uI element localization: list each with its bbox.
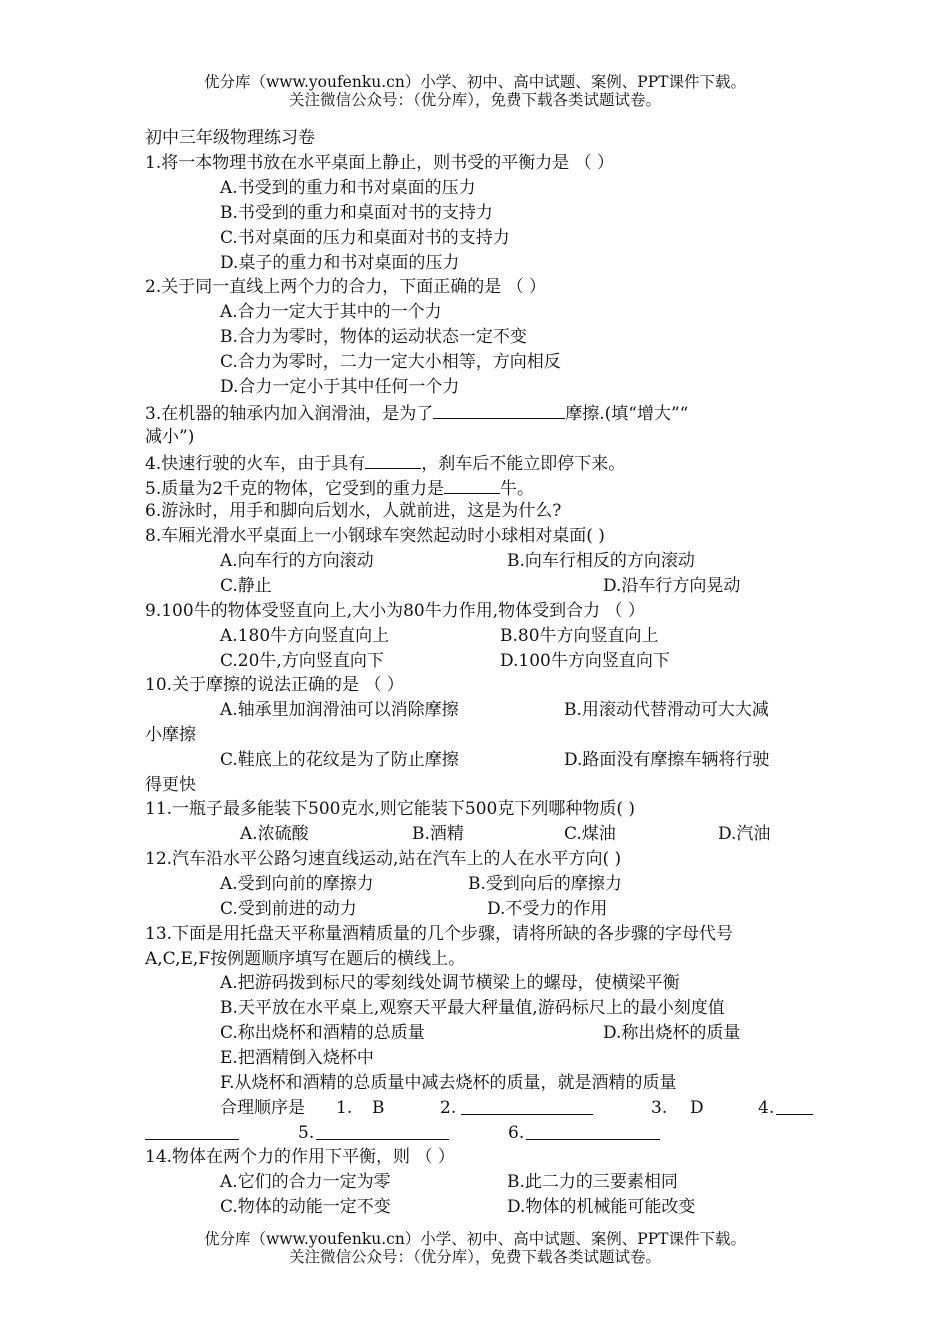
- q3-blank[interactable]: [433, 401, 565, 419]
- q13-step-c: C.称出烧杯和酒精的总质量: [220, 1023, 425, 1043]
- q12-option-b: B.受到向后的摩擦力: [468, 874, 622, 894]
- q3-line-1: [145, 401, 688, 425]
- q12-option-d: D.不受力的作用: [487, 899, 608, 919]
- q2-option-d: D.合力一定小于其中任何一个力: [220, 377, 460, 397]
- q14-stem: 14.物体在两个力的作用下平衡，则 （ ）: [145, 1147, 455, 1167]
- q13-slot-4-blank-wrap[interactable]: [145, 1122, 239, 1146]
- q2-stem: 2.关于同一直线上两个力的合力，下面正确的是 （ ）: [145, 277, 547, 297]
- q10-option-d: D.路面没有摩擦车辆将行驶: [564, 750, 770, 770]
- header-line-2: 关注微信公众号：（优分库），免费下载各类试题试卷。: [288, 91, 661, 109]
- q13-slot-2-blank[interactable]: [461, 1097, 593, 1121]
- q4-prefix: 4.快速行驶的火车，由于具有: [145, 454, 366, 474]
- q14-option-b: B.此二力的三要素相同: [507, 1172, 678, 1192]
- q13-slot-6-blank[interactable]: [526, 1122, 660, 1146]
- q8-option-c: C.静止: [220, 576, 272, 596]
- q13-slot-3-label: 3.: [651, 1098, 668, 1118]
- q11-option-c: C.煤油: [564, 824, 616, 844]
- q12-stem: 12.汽车沿水平公路匀速直线运动,站在汽车上的人在水平方向( ): [145, 849, 622, 869]
- q3-line-2: 减小”): [145, 427, 195, 447]
- q10-option-c: C.鞋底上的花纹是为了防止摩擦: [220, 750, 459, 770]
- q5-prefix: 5.质量为2千克的物体，它受到的重力是: [145, 479, 445, 499]
- q9-stem: 9.100牛的物体受竖直向上,大小为80牛力作用,物体受到合力 （ ）: [145, 601, 645, 621]
- q5-suffix: 牛。: [500, 479, 535, 499]
- q13-slot-6-label: 6.: [508, 1123, 525, 1143]
- q11-option-b: B.酒精: [412, 824, 464, 844]
- q13-slot-5-label: 5.: [298, 1123, 315, 1143]
- q13-step-d: D.称出烧杯的质量: [603, 1023, 741, 1043]
- q10-stem: 10.关于摩擦的说法正确的是 （ ）: [145, 675, 404, 695]
- q14-option-a: A.它们的合力一定为零: [220, 1172, 391, 1192]
- q13-slot-3-value: D: [690, 1098, 704, 1118]
- q14-option-c: C.物体的动能一定不变: [220, 1197, 391, 1217]
- q11-option-d: D.汽油: [718, 824, 771, 844]
- q9-option-b: B.80牛方向竖直向上: [500, 626, 659, 646]
- q8-option-a: A.向车行的方向滚动: [220, 551, 374, 571]
- q10-option-a: A.轴承里加润滑油可以消除摩擦: [220, 700, 459, 720]
- q1-option-d: D.桌子的重力和书对桌面的压力: [220, 253, 460, 273]
- q14-option-d: D.物体的机械能可能改变: [507, 1197, 696, 1217]
- q5-line: [145, 476, 534, 500]
- q1-stem: 1.将一本物理书放在水平桌面上静止，则书受的平衡力是 （ ）: [145, 153, 615, 173]
- q13-step-b: B.天平放在水平桌上,观察天平最大秤量值,游码标尺上的最小刻度值: [220, 998, 725, 1018]
- q13-slot-2-label: 2.: [440, 1098, 457, 1118]
- q13-stem-2: A,C,E,F按例题顺序填写在题后的横线上。: [145, 949, 466, 969]
- q2-option-c: C.合力为零时，二力一定大小相等，方向相反: [220, 352, 561, 372]
- q10-option-b: B.用滚动代替滑动可大大减: [564, 700, 769, 720]
- q13-slot-4-label: 4.: [758, 1098, 775, 1118]
- q13-slot-1-label: 1.: [336, 1098, 353, 1118]
- q13-stem: 13.下面是用托盘天平称量酒精质量的几个步骤，请将所缺的各步骤的字母代号: [145, 924, 734, 944]
- q4-blank[interactable]: [365, 451, 421, 469]
- q1-option-a: A.书受到的重力和书对桌面的压力: [220, 178, 476, 198]
- q1-option-b: B.书受到的重力和桌面对书的支持力: [220, 203, 493, 223]
- q11-stem: 11.一瓶子最多能装下500克水,则它能装下500克下列哪种物质( ): [145, 799, 636, 819]
- q13-slot-5-blank[interactable]: [316, 1122, 449, 1146]
- q2-option-a: A.合力一定大于其中的一个力: [220, 302, 442, 322]
- q13-slot-4-blank[interactable]: [776, 1097, 813, 1121]
- q10-option-b-wrap: 小摩擦: [145, 725, 196, 745]
- q4-line: [145, 451, 625, 475]
- page-title: 初中三年级物理练习卷: [145, 128, 315, 148]
- q9-option-c: C.20牛,方向竖直向下: [220, 651, 384, 671]
- q3-suffix: 摩擦.(填“增大”“: [565, 404, 689, 424]
- q10-option-d-wrap: 得更快: [145, 775, 196, 795]
- q9-option-a: A.180牛方向竖直向上: [220, 626, 390, 646]
- q12-option-a: A.受到向前的摩擦力: [220, 874, 374, 894]
- q8-option-b: B.向车行相反的方向滚动: [507, 551, 695, 571]
- q12-option-c: C.受到前进的动力: [220, 899, 357, 919]
- q13-slot-1-value: B: [372, 1098, 385, 1118]
- q13-step-e: E.把酒精倒入烧杯中: [220, 1048, 374, 1068]
- q9-option-d: D.100牛方向竖直向下: [500, 651, 670, 671]
- q6-stem: 6.游泳时，用手和脚向后划水，人就前进，这是为什么?: [145, 501, 562, 521]
- q13-order-label: 合理顺序是: [220, 1098, 305, 1118]
- q13-step-a: A.把游码拨到标尺的零刻线处调节横梁上的螺母，使横梁平衡: [220, 973, 680, 993]
- footer-line-2: 关注微信公众号：（优分库），免费下载各类试题试卷。: [288, 1248, 661, 1266]
- header-line-1: 优分库（www.youfenku.cn）小学、初中、高中试题、案例、PPT课件下载。: [203, 73, 747, 91]
- q2-option-b: B.合力为零时，物体的运动状态一定不变: [220, 327, 527, 347]
- q4-suffix: ，刹车后不能立即停下来。: [421, 454, 626, 474]
- footer-line-1: 优分库（www.youfenku.cn）小学、初中、高中试题、案例、PPT课件下载。: [203, 1230, 747, 1248]
- q8-stem: 8.车厢光滑水平桌面上一小钢球车突然起动时小球相对桌面( ): [145, 526, 605, 546]
- q5-blank[interactable]: [444, 476, 500, 494]
- q13-step-f: F.从烧杯和酒精的总质量中减去烧杯的质量，就是酒精的质量: [220, 1073, 677, 1093]
- q3-prefix: 3.在机器的轴承内加入润滑油，是为了: [145, 404, 434, 424]
- q1-option-c: C.书对桌面的压力和桌面对书的支持力: [220, 228, 510, 248]
- q8-option-d: D.沿车行方向晃动: [603, 576, 741, 596]
- q11-option-a: A.浓硫酸: [240, 824, 309, 844]
